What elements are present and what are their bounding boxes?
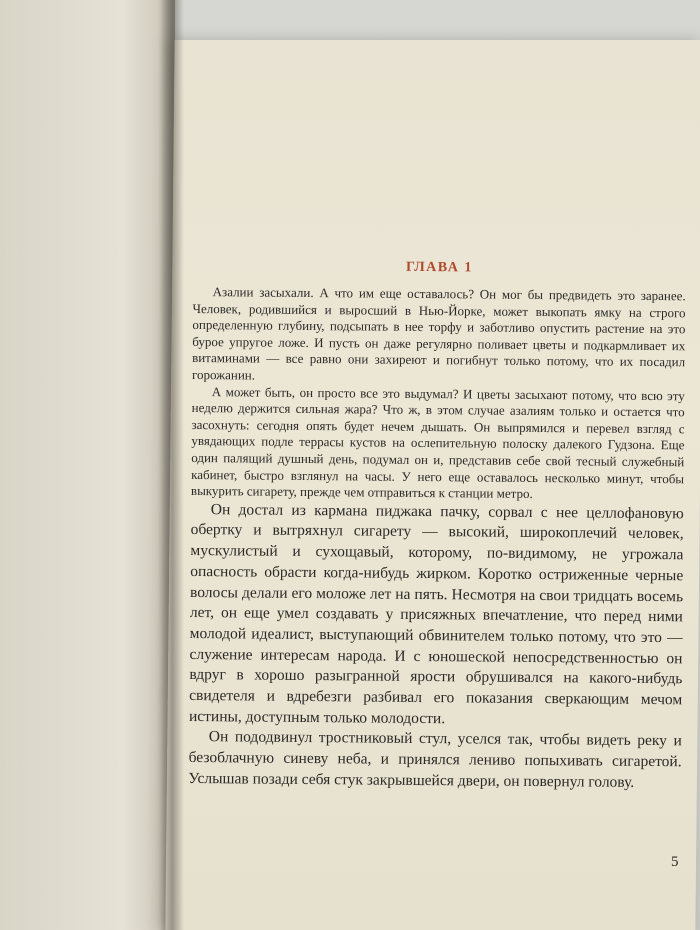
book-gutter bbox=[158, 0, 184, 930]
paragraph-3: Он достал из кармана пиджака пачку, сорвал с нее целлофановую обертку и вытряхнул сигарету — высокий, широкоплечий человек, мускулистый и сухощавый, которому, по-видимому, не угрожала опасность обрасти когда-нибудь жирком. Коротко остриженные черные волосы делали его моложе лет на пять. Несмотря на свои тридцать восемь лет, он еще умел создавать у присяжных впечатление, что перед ними молодой идеалист, выступающий обвинителем только потому, что это — служение интересам народа. И с юношеской непосредственностью он вдруг в хорошо разыгранной ярости обрушивался на какого-нибудь свидетеля и вдребезги разбивал его показания сверкающим мечом истины, доступным только молодости. bbox=[188, 500, 684, 727]
paragraph-4: Он пододвинул тростниковый стул, уселся так, чтобы видеть реку и безоблачную синеву неба, и принялся лениво попыхивать сигаретой. Услышав позади себя стук закрывшейся двери, он повернул голову. bbox=[188, 728, 682, 791]
left-page bbox=[0, 0, 175, 930]
page-text bbox=[188, 258, 686, 794]
chapter-title: ГЛАВА 1 bbox=[405, 259, 473, 276]
page-number: 5 bbox=[671, 854, 679, 870]
paragraph-1: Азалии засыхали. А что им еще оставалось? Он мог бы предвидеть это заранее. Человек, родившийся и выросший в Нью-Йорке, может выкопать ямку на строго определенную глубину, подсыпать в нее торфу и заботливо опустить растение на это бурое упругое ложе. И пусть он даже регулярно поливает цветы и подкармливает их витаминами — все равно они захиреют и погибнут только потому, что их посадил горожанин. bbox=[191, 284, 686, 383]
paragraph-2: А может быть, он просто все это выдумал? И цветы засыхают потому, что всю эту неделю держится сильная жара? Что ж, в этом случае азалиям только и остается что засохнуть: сегодня опять будет нечем дышать. Он выпрямился и перевел взгляд с увядающих подле террасы кустов на ослепительную полоску далекого Гудзона. Еще один палящий душный день, подумал он и, представив себе свой тесный служебный кабинет, быстро взглянул на часы. У него еще оставалось несколько минут, чтобы выкурить сигарету, прежде чем отправиться к станции метро. bbox=[190, 383, 685, 502]
